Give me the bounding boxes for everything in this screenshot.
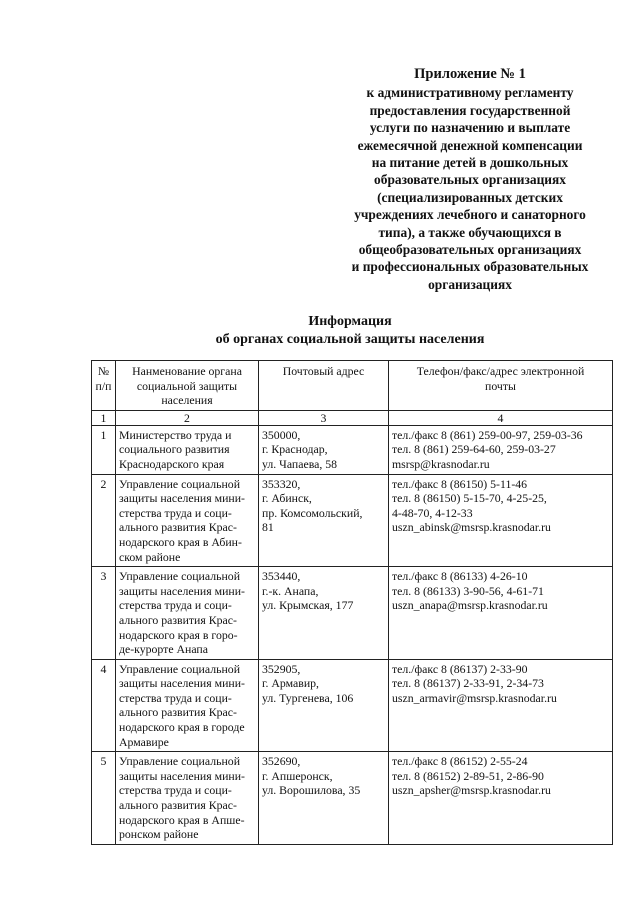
appendix-line: и профессиональных образовательных	[351, 259, 589, 275]
table-row	[92, 659, 613, 752]
appendix-line: к административному регламенту	[366, 85, 574, 101]
appendix-line: учреждениях лечебного и санаторного	[354, 207, 586, 223]
agency-name-line: де-курорте Анапа	[119, 642, 208, 657]
row-number: 3	[92, 567, 116, 660]
header-line: почты	[485, 378, 516, 393]
agency-name-cell	[116, 752, 259, 845]
agency-name-line: ального развития Крас-	[119, 612, 237, 627]
appendix-line: организациях	[428, 276, 512, 292]
table-header-row	[92, 361, 613, 411]
address-line: ул. Крымская, 177	[262, 598, 354, 613]
table-row	[92, 567, 613, 660]
address-line: г. Армавир,	[262, 676, 319, 691]
appendix-line: типа), а также обучающихся в	[378, 224, 562, 240]
contacts-cell	[389, 659, 613, 752]
agency-name-line: ального развития Крас-	[119, 798, 237, 813]
column-number: 2	[116, 410, 259, 425]
contacts-cell	[389, 425, 613, 474]
appendix-line: услуги по назначению и выплате	[369, 120, 571, 136]
address-line: 353320,	[262, 476, 301, 491]
contact-line: тел./факс 8 (86152) 2-55-24	[392, 754, 528, 769]
address-line: ул. Тургенева, 106	[262, 690, 354, 705]
row-number: 2	[92, 474, 116, 567]
postal-address-cell	[259, 567, 389, 660]
header-line: п/п	[95, 378, 112, 393]
column-number: 3	[259, 410, 389, 425]
agency-name-line: нодарского края в горо-	[119, 627, 238, 642]
address-line: г. Краснодар,	[262, 442, 328, 457]
header-line: Нанменование органа	[132, 364, 242, 378]
email-address: uszn_armavir@msrsp.krasnodar.ru	[392, 690, 557, 705]
agency-name-line: Министерство труда и	[119, 427, 232, 442]
contact-line: тел. 8 (861) 259-64-60, 259-03-27	[392, 442, 556, 457]
row-number: 4	[92, 659, 116, 752]
postal-address-cell	[259, 752, 389, 845]
postal-address-cell	[259, 474, 389, 567]
address-line: 353440,	[262, 569, 301, 584]
agency-name-line: ронском районе	[119, 827, 199, 842]
header-line: Почтовый адрес	[282, 364, 365, 378]
email-address: uszn_anapa@msrsp.krasnodar.ru	[392, 598, 548, 613]
column-number: 4	[389, 410, 613, 425]
header-contacts	[389, 361, 613, 411]
contacts-cell	[389, 752, 613, 845]
address-line: 81	[262, 520, 274, 535]
agency-name-line: Краснодарского края	[119, 456, 225, 471]
header-line: населения	[161, 393, 213, 408]
contact-line: тел. 8 (86137) 2-33-91, 2-34-73	[392, 676, 544, 691]
column-number-row	[92, 410, 613, 425]
agency-name-line: ального развития Крас-	[119, 705, 237, 720]
agency-name-line: нодарского края в городе	[119, 720, 245, 735]
table-row	[92, 752, 613, 845]
address-line: ул. Чапаева, 58	[262, 456, 338, 471]
address-line: г. Апшеронск,	[262, 768, 333, 783]
agency-name-line: стерства труда и соци-	[119, 598, 232, 613]
table-row	[92, 425, 613, 474]
address-line: пр. Комсомольский,	[262, 505, 363, 520]
appendix-line: (специализированных детских	[377, 189, 563, 205]
agency-name-line: Управление социальной	[119, 754, 241, 769]
email-address: msrsp@krasnodar.ru	[392, 456, 490, 471]
contact-line: тел./факс 8 (861) 259-00-97, 259-03-36	[392, 427, 583, 442]
document-heading	[150, 313, 550, 349]
agency-name-cell	[116, 567, 259, 660]
appendix-block	[320, 66, 620, 293]
agency-name-line: нодарского края в Абин-	[119, 534, 242, 549]
appendix-line: на питание детей в дошкольных	[371, 155, 569, 171]
appendix-line: образовательных организациях	[374, 172, 566, 188]
table-row	[92, 474, 613, 567]
header-line: социальной защиты	[136, 378, 238, 393]
contact-line: 4-48-70, 4-12-33	[392, 505, 473, 520]
agency-name-line: защиты населения мини-	[119, 583, 245, 598]
header-line: №	[97, 364, 110, 378]
contact-line: тел. 8 (86150) 5-15-70, 4-25-25,	[392, 491, 547, 506]
contact-line: тел./факс 8 (86133) 4-26-10	[392, 569, 528, 584]
appendix-title: Приложение № 1	[414, 66, 526, 82]
address-line: 352690,	[262, 754, 301, 769]
agency-name-line: социального развития	[119, 442, 230, 457]
header-agency-name	[116, 361, 259, 411]
agencies-table	[91, 360, 613, 845]
agency-name-line: стерства труда и соци-	[119, 690, 232, 705]
document-title: Информация	[308, 314, 392, 329]
address-line: 352905,	[262, 661, 301, 676]
postal-address-cell	[259, 659, 389, 752]
agency-name-line: ском районе	[119, 549, 181, 564]
address-line: ул. Ворошилова, 35	[262, 783, 361, 798]
address-line: 350000,	[262, 427, 301, 442]
column-number: 1	[92, 410, 116, 425]
agency-name-cell	[116, 425, 259, 474]
contact-line: тел./факс 8 (86150) 5-11-46	[392, 476, 528, 491]
contacts-cell	[389, 474, 613, 567]
header-line: Телефон/факс/адрес электронной	[416, 364, 585, 378]
agency-name-line: стерства труда и соци-	[119, 505, 232, 520]
agency-name-line: защиты населения мини-	[119, 768, 245, 783]
appendix-line: общеобразовательных организациях	[358, 242, 582, 258]
email-address: uszn_apsher@msrsp.krasnodar.ru	[392, 783, 551, 798]
row-number: 5	[92, 752, 116, 845]
address-line: г.-к. Анапа,	[262, 583, 319, 598]
header-postal-address	[259, 361, 389, 411]
postal-address-cell	[259, 425, 389, 474]
contact-line: тел. 8 (86152) 2-89-51, 2-86-90	[392, 768, 544, 783]
header-number	[92, 361, 116, 411]
agency-name-cell	[116, 474, 259, 567]
agency-name-line: защиты населения мини-	[119, 491, 245, 506]
contact-line: тел./факс 8 (86137) 2-33-90	[392, 661, 528, 676]
document-subtitle: об органах социальной защиты населения	[215, 332, 485, 347]
appendix-line: предоставления государственной	[369, 102, 571, 118]
contact-line: тел. 8 (86133) 3-90-56, 4-61-71	[392, 583, 544, 598]
agency-name-line: стерства труда и соци-	[119, 783, 232, 798]
agency-name-line: Управление социальной	[119, 569, 241, 584]
agency-name-line: Управление социальной	[119, 476, 241, 491]
agency-name-line: Управление социальной	[119, 661, 241, 676]
email-address: uszn_abinsk@msrsp.krasnodar.ru	[392, 520, 551, 535]
agency-name-line: нодарского края в Апше-	[119, 812, 245, 827]
row-number: 1	[92, 425, 116, 474]
appendix-line: ежемесячной денежной компенсации	[357, 137, 583, 153]
agency-name-line: защиты населения мини-	[119, 676, 245, 691]
agency-name-line: ального развития Крас-	[119, 520, 237, 535]
contacts-cell	[389, 567, 613, 660]
agency-name-cell	[116, 659, 259, 752]
address-line: г. Абинск,	[262, 491, 312, 506]
agency-name-line: Армавире	[119, 734, 169, 749]
